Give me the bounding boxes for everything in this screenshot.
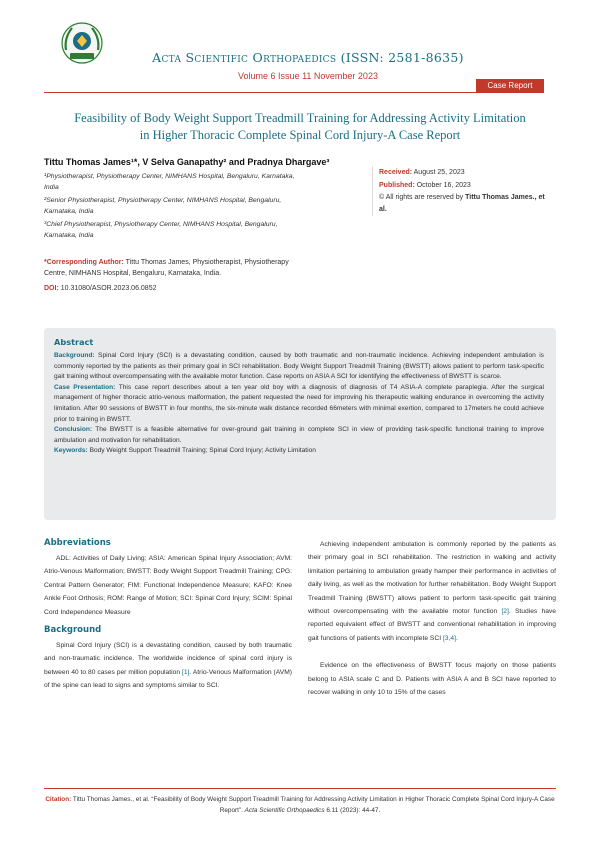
background-text-b: . Atrio-Venous Malformation (AVM) of the spine can lead to signs and symptoms similar to SCI. <box>44 668 293 690</box>
abstract-keywords <box>54 446 544 457</box>
body-right-column <box>308 538 556 699</box>
paper-title-line-2: in Higher Thoracic Complete Spinal Cord Injury-A Case Report <box>139 128 461 142</box>
author-list: Tittu Thomas James¹*, V Selva Ganapathy² and Pradnya Dhargave³ <box>44 157 330 167</box>
journal-title: Acta Scientific Orthopaedics (ISSN: 2581-8635) <box>152 50 464 65</box>
affiliation-1: ¹Physiotherapist, Physiotherapy Center, NIMHANS Hospital, Bengaluru, Karnataka, India <box>44 173 295 191</box>
intro-paragraph-1 <box>308 538 556 645</box>
intro-text-b: . Studies have reported equivalent effect of BWSTT and conventional rehabilitation in improving gait functions of patients with incomplete SCI <box>308 608 556 642</box>
abstract-conclusion <box>54 425 544 446</box>
citation-footer <box>44 795 556 816</box>
keywords-label: Keywords: <box>54 447 88 455</box>
abstract-case-label: Case Presentation: <box>54 383 116 391</box>
background-paragraph <box>44 639 292 693</box>
abstract-background-label: Background: <box>54 352 95 359</box>
citation-link-2[interactable]: [2] <box>501 608 509 616</box>
article-type-badge: Case Report <box>476 79 544 92</box>
citation-text-a: Tittu Thomas James., et al. “Feasibility of Body Weight Support Treadmill Training for Addressing Activity Limitation in Higher Thoracic Complete Spinal Cord Injury-A Case Report”. <box>72 796 555 814</box>
journal-volume: Volume 6 Issue 11 November 2023 <box>238 71 378 81</box>
affiliation-2: ²Senior Physiotherapist, Physiotherapy Center, NIMHANS Hospital, Bengaluru, Karnataka, India <box>44 197 282 215</box>
abstract-background-text: Spinal Cord Injury (SCI) is a devastating condition, caused by both traumatic and non-traumatic incidence. Achieving independent ambulation is commonly reported by the patients as their primary goal in SCI rehabilitation. Body Weight Support Treadmill Training (BWSTT) allows patient to perform task-specific gait training without overcompensating with the available motor function. Case reports on ASIA A SCI for identifying the effectiveness of BWSTT is scarce. <box>54 352 544 381</box>
citation-link-3-4[interactable]: [3,4] <box>442 634 456 642</box>
intro-text-a: Achieving independent ambulation is commonly reported by the patients as their primary goal in SCI rehabilitation. The restriction in walking and activity limitation pertaining to ambulation greatly hamper their performance in activities of daily living, as well as the motivation for further rehabilitation. Body Weight Support Treadmill Training (BWSTT) allows patient to perform task-specific gait training without overcompensating with the available motor function <box>308 541 556 616</box>
received-label: Received: <box>379 169 413 176</box>
paper-title-line-1: Feasibility of Body Weight Support Treadmill Training for Addressing Activity Limitation <box>74 111 526 125</box>
body-left-column <box>44 538 292 693</box>
footer-divider <box>44 788 556 789</box>
citation-journal: Acta Scientific Orthopaedics <box>244 806 325 814</box>
published-date: October 16, 2023 <box>416 182 471 189</box>
background-heading: Background <box>44 625 102 636</box>
affiliations <box>44 172 299 244</box>
copyright <box>379 192 552 216</box>
abbreviations-heading: Abbreviations <box>44 538 111 548</box>
citation-text-b: 6.11 (2023): 44-47. <box>326 806 381 814</box>
published-label: Published: <box>379 182 415 189</box>
paper-title <box>70 110 530 144</box>
corresponding-author-label: *Corresponding Author: <box>44 259 124 266</box>
corresponding-author <box>44 257 299 279</box>
doi-label: DOI: <box>44 285 59 292</box>
abstract-conclusion-text: The BWSTT is a feasible alternative for over-ground gait training in complete SCI in view of providing task-specific functional training to improve ambulation and motivation for rehabilitation. <box>54 426 544 444</box>
article-dates <box>372 166 552 216</box>
abstract-background <box>54 351 544 383</box>
header-divider <box>44 92 544 93</box>
doi <box>44 285 156 292</box>
copyright-prefix: © All rights are reserved by <box>379 194 464 201</box>
intro-text-c: . <box>455 634 458 642</box>
received-date: August 25, 2023 <box>413 169 465 176</box>
abstract-case <box>54 383 544 425</box>
citation-link-1[interactable]: [1] <box>181 668 190 676</box>
journal-logo <box>58 20 106 66</box>
doi-link[interactable]: 10.31080/ASOR.2023.06.0852 <box>60 285 157 292</box>
abbreviations-text: ADL: Activities of Daily Living; ASIA: American Spinal Injury Association; AVM: Atrio-Venous Malformation; BWSTT: Body Weight Support Treadmill Training; CPG: Central Pattern Generator; FIM: Functional Independence Measure; KAFO: Knee Ankle Foot Orthosis; ROM: Range of Motion; SCI: Spinal Cord Injury; SCIM: Spinal Cord Independence Measure <box>44 555 292 616</box>
copyright-holder: Tittu Thomas James., et al. <box>379 194 545 213</box>
corresponding-author-text: Tittu Thomas James, Physiotherapist, Physiotherapy Centre, NIMHANS Hospital, Bengaluru, Karnataka, India. <box>44 259 289 277</box>
keywords-text: Body Weight Support Treadmill Training; Spinal Cord Injury; Activity Limitation <box>89 447 316 455</box>
abstract-conclusion-label: Conclusion: <box>54 426 93 434</box>
affiliation-3: ³Chief Physiotherapist, Physiotherapy Center, NIMHANS Hospital, Bengaluru, Karnataka, India <box>44 221 278 239</box>
abstract-case-text: This case report describes about a ten year old boy with a diagnosis of diagnosis of T4 ASIA-A complete paraplegia. After the surgical management of higher thoracic atrio-venous malformation, the patient requested the need for improving his therapeutic walking endurance in overcoming the activity limitation. After 90 sessions of BWSTT in four months, the six-minute walk distance recorded 66meters with minimal exertion, compared to 17meters he could achieve prior to training in BWSTT. <box>54 383 544 423</box>
background-text-a: Spinal Cord Injury (SCI) is a devastating condition, caused by both traumatic and non-traumatic incidence. The worldwide incidence of spinal cord injury is between 40 to 80 cases per million population <box>44 642 292 676</box>
intro-paragraph-2: Evidence on the effectiveness of BWSTT focus majorly on those patients belong to ASIA scale C and D. Patients with ASIA A and B SCI have reported to recover walking in only 10 to 15% of the cases <box>308 662 556 697</box>
abstract-heading: Abstract <box>54 337 94 347</box>
abstract-box <box>44 328 556 520</box>
citation-label: Citation: <box>45 796 72 803</box>
